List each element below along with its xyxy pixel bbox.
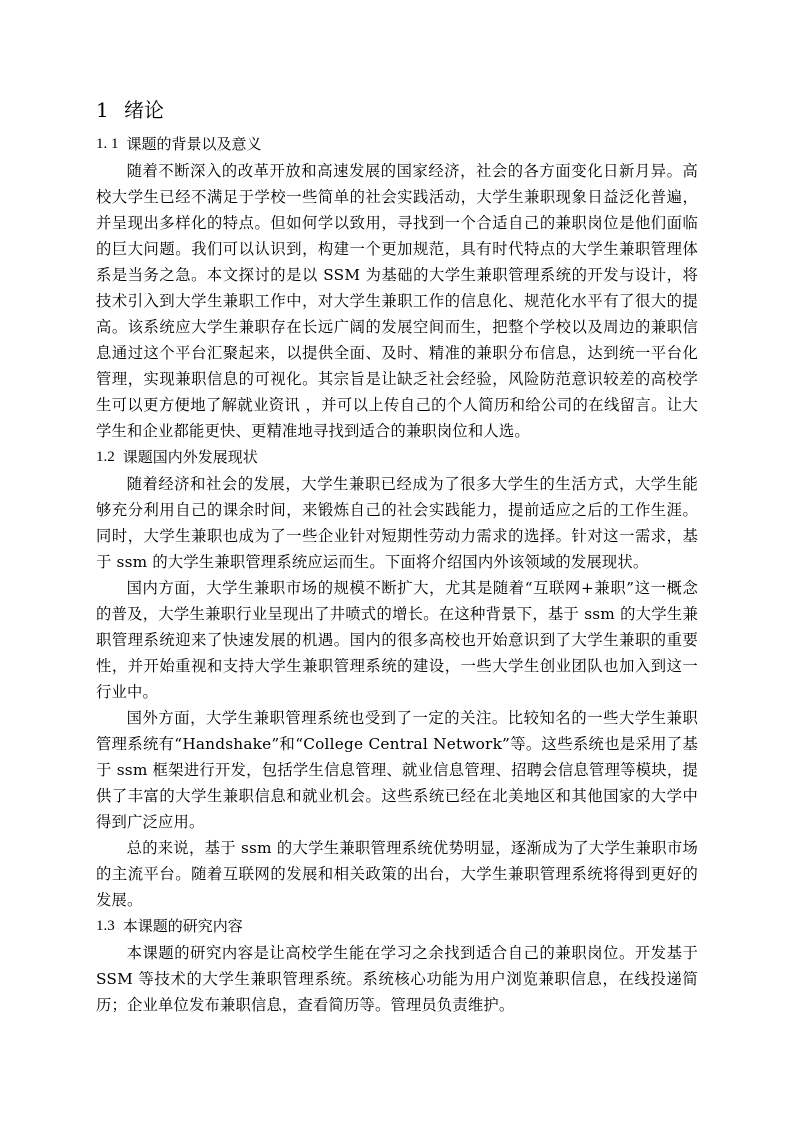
- body-paragraph: 国内方面，大学生兼职市场的规模不断扩大，尤其是随着“互联网+兼职”这一概念的普及，大学生兼职行业呈现出了井喷式的增长。在这种背景下，基于 ssm 的大学生兼职管理系统迎来了快速发展的机遇。国内的很多高校也开始意识到了大学生兼职的重要性，并开始重视和支持大学生兼职管理系统的建设，一些大学生创业团队也加入到这一行业中。: [96, 579, 698, 701]
- body-paragraph: 随着经济和社会的发展，大学生兼职已经成为了很多大学生的生活方式，大学生能够充分利用自己的课余时间，来锻炼自己的社会实践能力，提前适应之后的工作生涯。同时，大学生兼职也成为了一些企业针对短期性劳动力需求的选择。针对这一需求，基于 ssm 的大学生兼职管理系统应运而生。下面将介绍国内外该领域的发展现状。: [96, 475, 698, 571]
- body-paragraph: 总的来说，基于 ssm 的大学生兼职管理系统优势明显，逐渐成为了大学生兼职市场的主流平台。随着互联网的发展和相关政策的出台，大学生兼职管理系统将得到更好的发展。: [96, 839, 698, 909]
- chapter-heading: [96, 95, 698, 125]
- body-paragraph: 随着不断深入的改革开放和高速发展的国家经济，社会的各方面变化日新月异。高校大学生已经不满足于学校一些简单的社会实践活动，大学生兼职现象日益泛化普遍，并呈现出多样化的特点。但如何学以致用，寻找到一个合适自己的兼职岗位是他们面临的巨大问题。我们可以认识到，构建一个更加规范，具有时代特点的大学生兼职管理体系是当务之急。本文探讨的是以 SSM 为基础的大学生兼职管理系统的开发与设计，将技术引入到大学生兼职工作中，对大学生兼职工作的信息化、规范化水平有了很大的提高。该系统应大学生兼职存在长远广阔的发展空间而生，把整个学校以及周边的兼职信息通过这个平台汇聚起来，以提供全面、及时、精准的兼职分布信息，达到统一平台化管理，实现兼职信息的可视化。其宗旨是让缺乏社会经验，风险防范意识较差的高校学生可以更方便地了解就业资讯 ，并可以上传自己的个人简历和给公司的在线留言。让大学生和企业都能更快、更精准地寻找到适合的兼职岗位和人选。: [96, 162, 698, 440]
- section-heading: [96, 131, 698, 158]
- section-title: 本课题的研究内容: [122, 917, 243, 935]
- section-heading: [96, 444, 698, 471]
- body-paragraph: 国外方面，大学生兼职管理系统也受到了一定的关注。比较知名的一些大学生兼职管理系统有“Handshake”和“College Central Network”等。这些系统也是采用了基于 ssm 框架进行开发，包括学生信息管理、就业信息管理、招聘会信息管理等模块，提供了丰富的大学生兼职信息和就业机会。这些系统已经在北美地区和其他国家的大学中得到广泛应用。: [96, 709, 698, 831]
- document-body: [96, 95, 698, 1018]
- section-title: 课题国内外发展现状: [122, 448, 258, 466]
- section-number: 1.2: [96, 449, 115, 465]
- section-number: 1. 1: [96, 136, 119, 152]
- section-heading: [96, 913, 698, 940]
- chapter-number: 1: [96, 98, 109, 122]
- chapter-title: 绪论: [124, 98, 164, 122]
- section-title: 课题的背景以及意义: [126, 135, 262, 153]
- section-number: 1.3: [96, 918, 115, 934]
- body-paragraph: 本课题的研究内容是让高校学生能在学习之余找到适合自己的兼职岗位。开发基于 SSM 等技术的大学生兼职管理系统。系统核心功能为用户浏览兼职信息，在线投递简历；企业单位发布兼职信息，查看简历等。管理员负责维护。: [96, 944, 698, 1014]
